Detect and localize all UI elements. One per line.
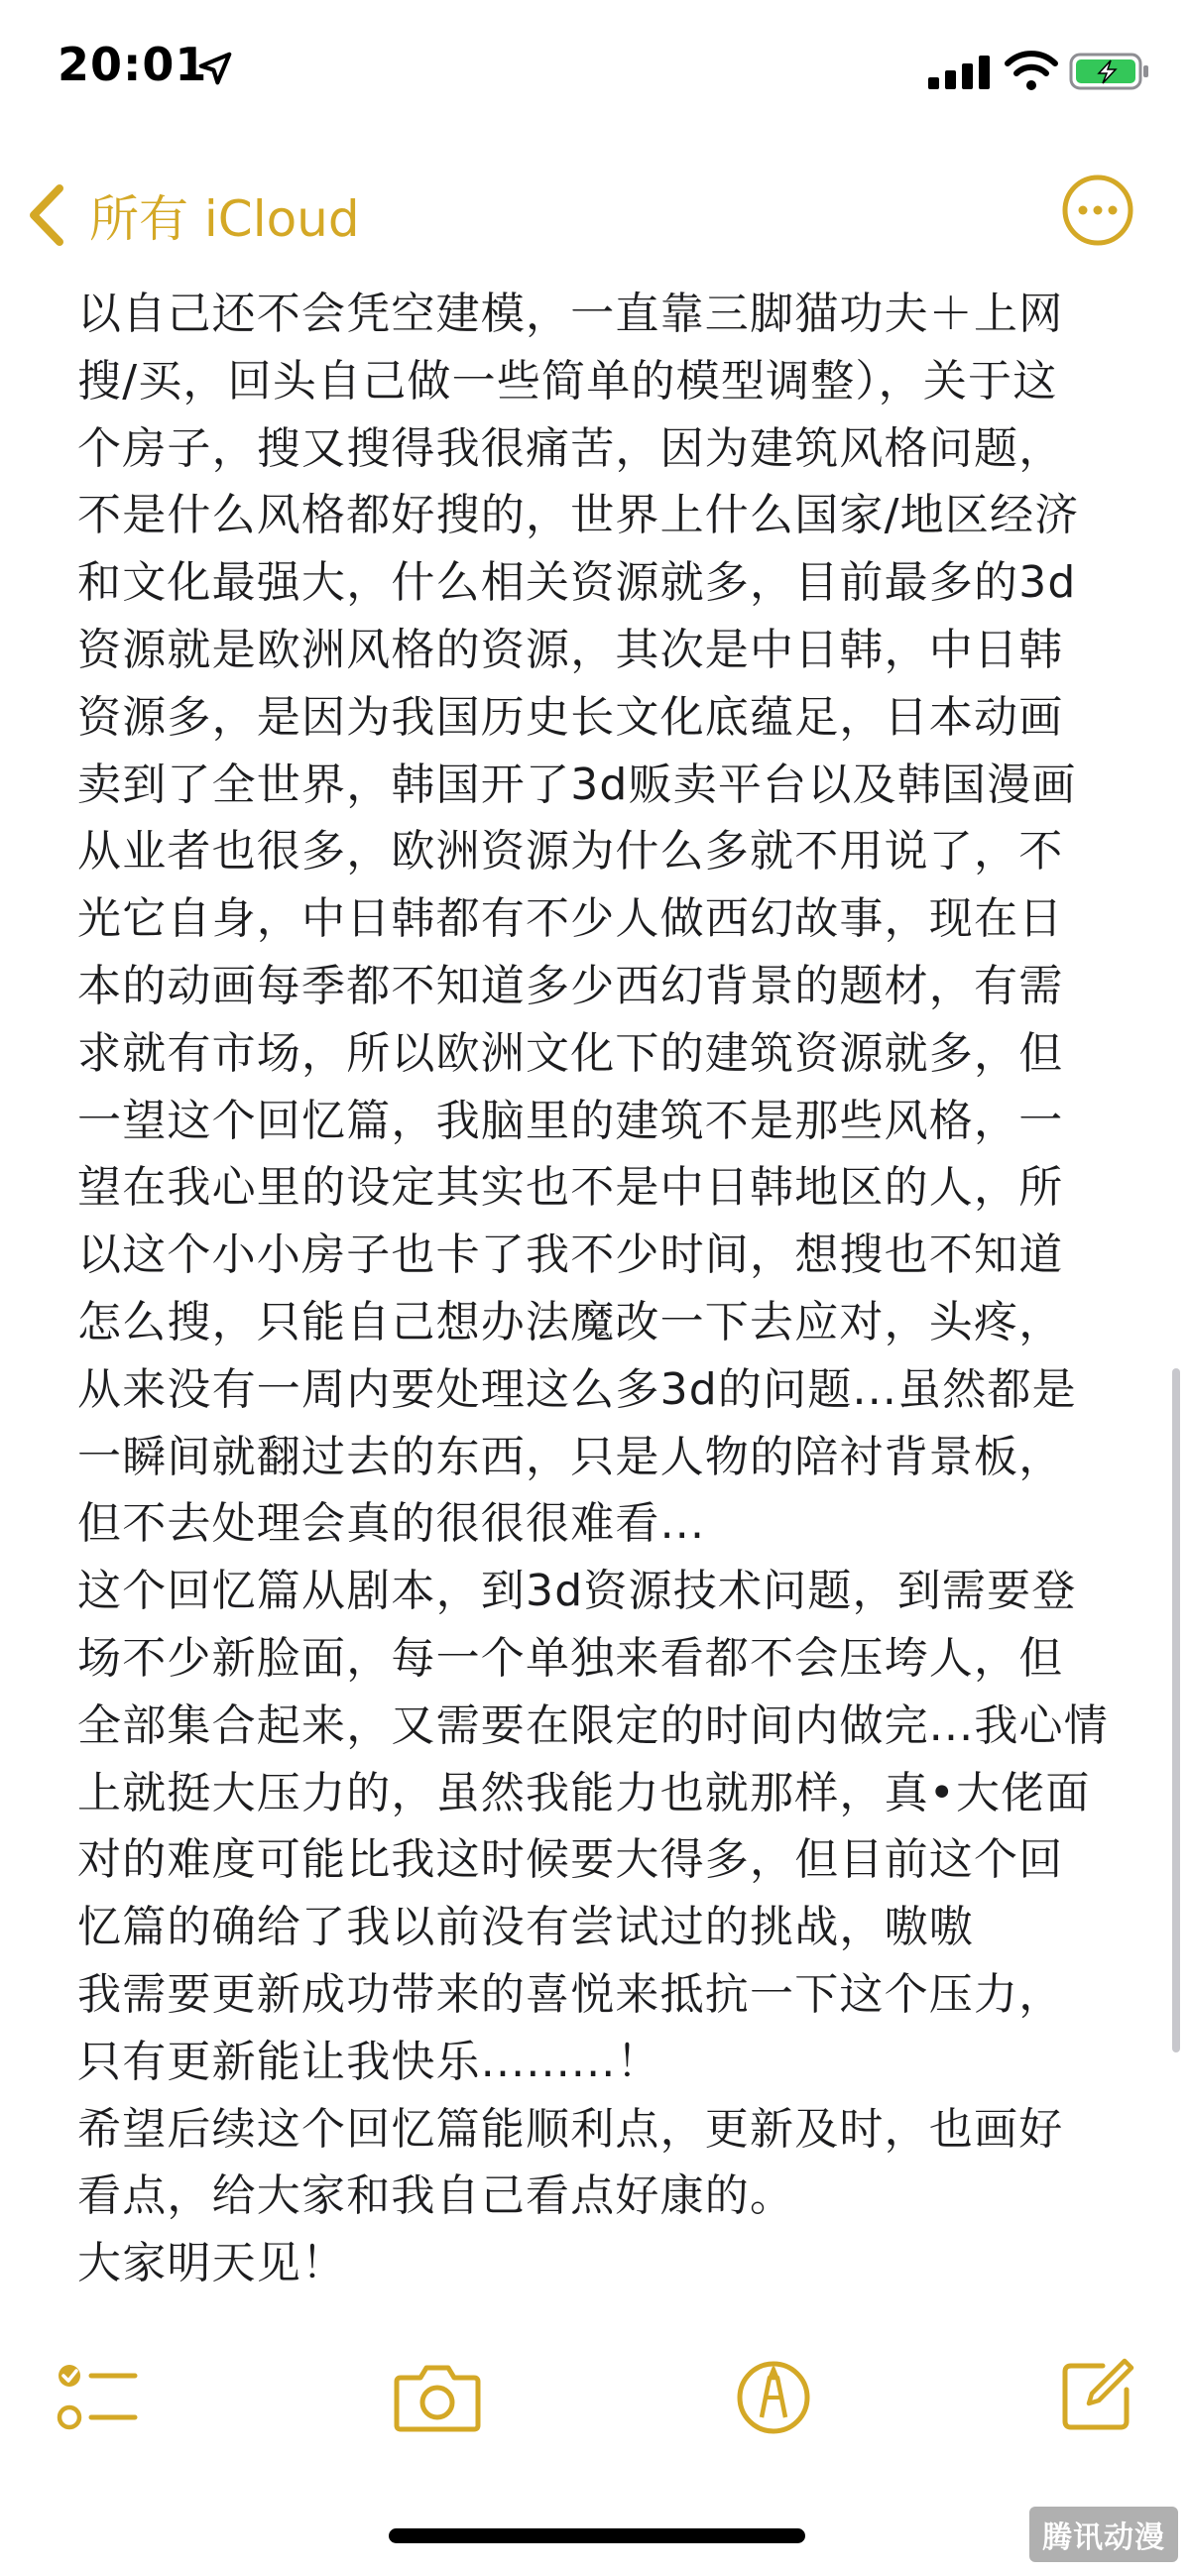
note-line: 对的难度可能比我这时候要大得多，但目前这个回 <box>77 1834 1064 1886</box>
note-line: 从来没有一周内要处理这么多3d的问题...虽然都是 <box>77 1363 1077 1415</box>
markup-pen-icon[interactable] <box>734 2356 813 2439</box>
chevron-left-icon <box>24 182 69 248</box>
bottom-toolbar <box>0 2340 1190 2449</box>
note-line: 我需要更新成功带来的喜悦来抵抗一下这个压力， <box>77 1968 1064 2020</box>
camera-icon[interactable] <box>393 2360 482 2435</box>
note-line: 但不去处理会真的很很很难看... <box>77 1498 706 1550</box>
note-line: 希望后续这个回忆篇能顺利点，更新及时，也画好 <box>77 2103 1064 2155</box>
home-indicator[interactable] <box>389 2528 805 2543</box>
note-line: 一望这个回忆篇，我脑里的建筑不是那些风格，一 <box>77 1095 1064 1146</box>
note-line: 以这个小小房子也卡了我不少时间，想搜也不知道 <box>77 1229 1064 1281</box>
note-line: 全部集合起来，又需要在限定的时间内做完...我心情 <box>77 1699 1109 1751</box>
note-line: 望在我心里的设定其实也不是中日韩地区的人，所 <box>77 1162 1064 1214</box>
cellular-signal-icon <box>928 56 992 89</box>
note-line: 求就有市场，所以欧洲文化下的建筑资源就多，但 <box>77 1027 1064 1079</box>
watermark-logo: 腾讯动漫 <box>1029 2507 1178 2562</box>
checklist-icon[interactable] <box>56 2358 139 2437</box>
note-body[interactable] <box>77 281 1109 2297</box>
note-line: 光它自身，中日韩都有不少人做西幻故事，现在日 <box>77 893 1064 945</box>
scroll-indicator[interactable] <box>1172 1368 1180 2052</box>
nav-bar <box>0 164 1190 273</box>
note-line: 搜/买，回头自己做一些简单的模型调整），关于这 <box>77 355 1058 407</box>
note-line: 资源多，是因为我国历史长文化底蕴足，日本动画 <box>77 691 1064 743</box>
ellipsis-circle-icon[interactable] <box>1061 174 1134 247</box>
note-line: 看点，给大家和我自己看点好康的。 <box>77 2170 795 2222</box>
note-line: 和文化最强大，什么相关资源就多，目前最多的3d <box>77 557 1077 609</box>
note-line: 本的动画每季都不知道多少西幻背景的题材，有需 <box>77 960 1064 1011</box>
note-line: 资源就是欧洲风格的资源，其次是中日韩，中日韩 <box>77 624 1064 675</box>
wifi-icon <box>1004 50 1059 91</box>
note-line: 这个回忆篇从剧本，到3d资源技术问题，到需要登 <box>77 1566 1077 1617</box>
note-line: 以自己还不会凭空建模，一直靠三脚猫功夫＋上网 <box>77 289 1064 339</box>
note-line: 怎么搜，只能自己想办法魔改一下去应对，头疼， <box>77 1296 1064 1347</box>
back-label: 所有 iCloud <box>89 190 360 248</box>
note-line: 从业者也很多，欧洲资源为什么多就不用说了，不 <box>77 826 1064 878</box>
note-line: 忆篇的确给了我以前没有尝试过的挑战，嗷嗷 <box>77 1902 974 1953</box>
compose-icon[interactable] <box>1057 2356 1136 2435</box>
battery-charging-icon <box>1069 52 1150 91</box>
note-line: 上就挺大压力的，虽然我能力也就那样，真•大佬面 <box>77 1767 1091 1818</box>
note-line: 场不少新脸面，每一个单独来看都不会压垮人，但 <box>77 1632 1064 1684</box>
status-bar <box>0 0 1190 149</box>
note-line: 不是什么风格都好搜的，世界上什么国家/地区经济 <box>77 490 1080 541</box>
note-line: 大家明天见！ <box>77 2238 347 2289</box>
back-button[interactable] <box>24 176 360 255</box>
location-arrow-icon <box>196 50 234 87</box>
note-line: 一瞬间就翻过去的东西，只是人物的陪衬背景板， <box>77 1431 1064 1482</box>
note-line: 个房子，搜又搜得我很痛苦，因为建筑风格问题， <box>77 422 1064 474</box>
note-line: 只有更新能让我快乐.........！ <box>77 2036 661 2087</box>
note-line: 卖到了全世界，韩国开了3d贩卖平台以及韩国漫画 <box>77 759 1077 810</box>
status-time: 20:01 <box>58 38 208 91</box>
